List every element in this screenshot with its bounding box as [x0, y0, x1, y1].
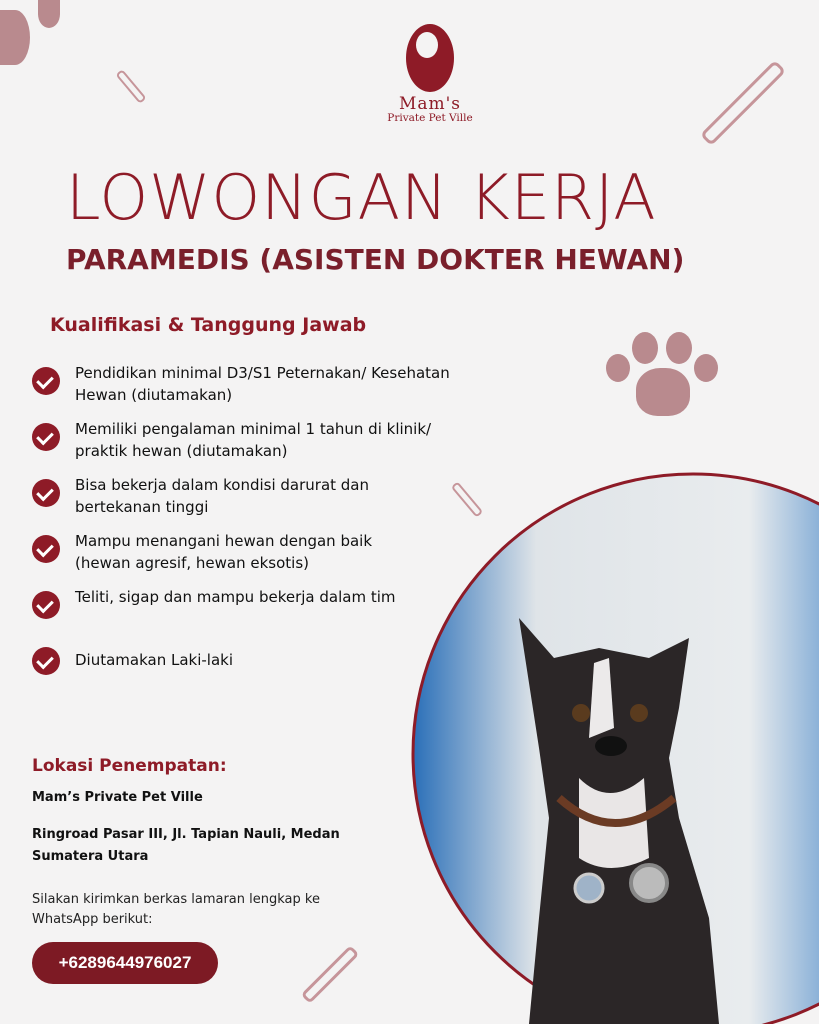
job-title: PARAMEDIS (ASISTEN DOKTER HEWAN): [66, 243, 685, 276]
check-circle-icon: [32, 591, 60, 619]
bone-icon: [301, 945, 360, 1004]
application-note: Silakan kirimkan berkas lamaran lengkap ke WhatsApp berikut:: [32, 892, 320, 927]
bone-icon: [115, 69, 146, 104]
check-circle-icon: [32, 367, 60, 395]
bone-icon: [700, 60, 786, 146]
brand-tagline: Private Pet Ville: [387, 112, 473, 124]
paw-icon: [606, 330, 720, 420]
check-circle-icon: [32, 535, 60, 563]
brand-name: Mam's: [398, 94, 462, 114]
check-circle-icon: [32, 479, 60, 507]
list-item: Diutamakan Laki-laki: [32, 642, 492, 686]
whatsapp-phone-button[interactable]: +6289644976027: [32, 942, 218, 984]
list-item: Bisa bekerja dalam kondisi darurat dan bertekanan tinggi: [32, 474, 492, 518]
location-title: Lokasi Penempatan:: [32, 756, 227, 776]
list-item: Teliti, sigap dan mampu bekerja dalam tim: [32, 586, 492, 630]
dog-photo: [409, 468, 819, 1024]
check-circle-icon: [32, 423, 60, 451]
list-item: Mampu menangani hewan dengan baik (hewan agresif, hewan eksotis): [32, 530, 492, 574]
logo: [370, 24, 490, 124]
location-address: Ringroad Pasar III, Jl. Tapian Nauli, Medan Sumatera Utara: [32, 827, 340, 864]
section-title: Kualifikasi & Tanggung Jawab: [50, 314, 367, 336]
logo-mark: [406, 24, 454, 92]
check-circle-icon: [32, 647, 60, 675]
page-title: LOWONGAN KERJA: [66, 161, 657, 234]
location-name: Mam’s Private Pet Ville: [32, 790, 203, 805]
paw-decoration-top-left: [0, 0, 62, 66]
list-item: Memiliki pengalaman minimal 1 tahun di klinik/ praktik hewan (diutamakan): [32, 418, 492, 462]
list-item: Pendidikan minimal D3/S1 Peternakan/ Kesehatan Hewan (diutamakan): [32, 362, 492, 406]
